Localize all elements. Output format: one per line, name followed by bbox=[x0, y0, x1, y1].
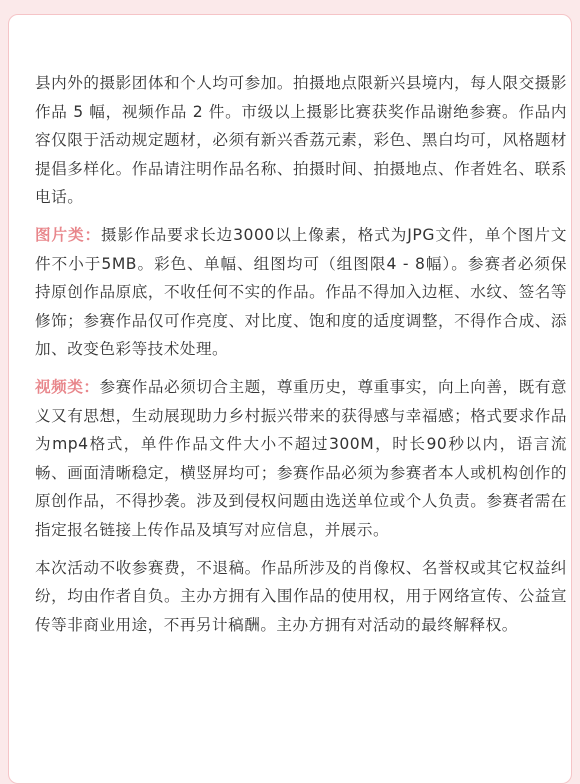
paragraph-text: 参赛作品必须切合主题，尊重历史，尊重事实，向上向善，既有意义又有思想，生动展现助力乡村振兴带来的获得感与幸福感；格式要求作品为mp4格式，单件作品文件大小不超过300M，时长90秒以内，语言流畅、画面清晰稳定，横竖屏均可；参赛作品必须为参赛者本人或机构创作的原创作品，不得抄袭。涉及到侵权问题由选送单位或个人负责。参赛者需在指定报名链接上传作品及填写对应信息，并展示。 bbox=[35, 377, 567, 539]
paragraph-text: 本次活动不收参赛费，不退稿。作品所涉及的肖像权、名誉权或其它权益纠纷，均由作者自负。主办方拥有入围作品的使用权，用于网络宣传、公益宣传等非商业用途，不再另计稿酬。主办方拥有对活动的最终解释权。 bbox=[35, 558, 567, 634]
paragraph-text: 摄影作品要求长边3000以上像素，格式为JPG文件，单个图片文件不小于5MB。彩色、单幅、组图均可（组图限4 - 8幅）。参赛者必须保持原创作品原底，不收任何不实的作品。作品不得加入边框、水纹、签名等修饰；参赛作品仅可作亮度、对比度、饱和度的适度调整，不得作合成、添加、改变色彩等技术处理。 bbox=[35, 225, 567, 359]
paragraph-text: 县内外的摄影团体和个人均可参加。拍摄地点限新兴县境内，每人限交摄影作品 5 幅，视频作品 2 件。市级以上摄影比赛获奖作品谢绝参赛。作品内容仅限于活动规定题材，必须有新兴香荔元素，彩色、黑白均可，风格题材提倡多样化。作品请注明作品名称、拍摄时间、拍摄地点、作者姓名、联系电话。 bbox=[35, 74, 567, 207]
article-body bbox=[35, 69, 567, 648]
content-card bbox=[8, 14, 572, 784]
video-category-label: 视频类： bbox=[35, 377, 100, 396]
paragraph-eligibility bbox=[35, 69, 567, 212]
paragraph-terms bbox=[35, 554, 567, 640]
paragraph-video-category bbox=[35, 373, 567, 545]
paragraph-photo-category bbox=[35, 221, 567, 364]
photo-category-label: 图片类： bbox=[35, 225, 102, 244]
